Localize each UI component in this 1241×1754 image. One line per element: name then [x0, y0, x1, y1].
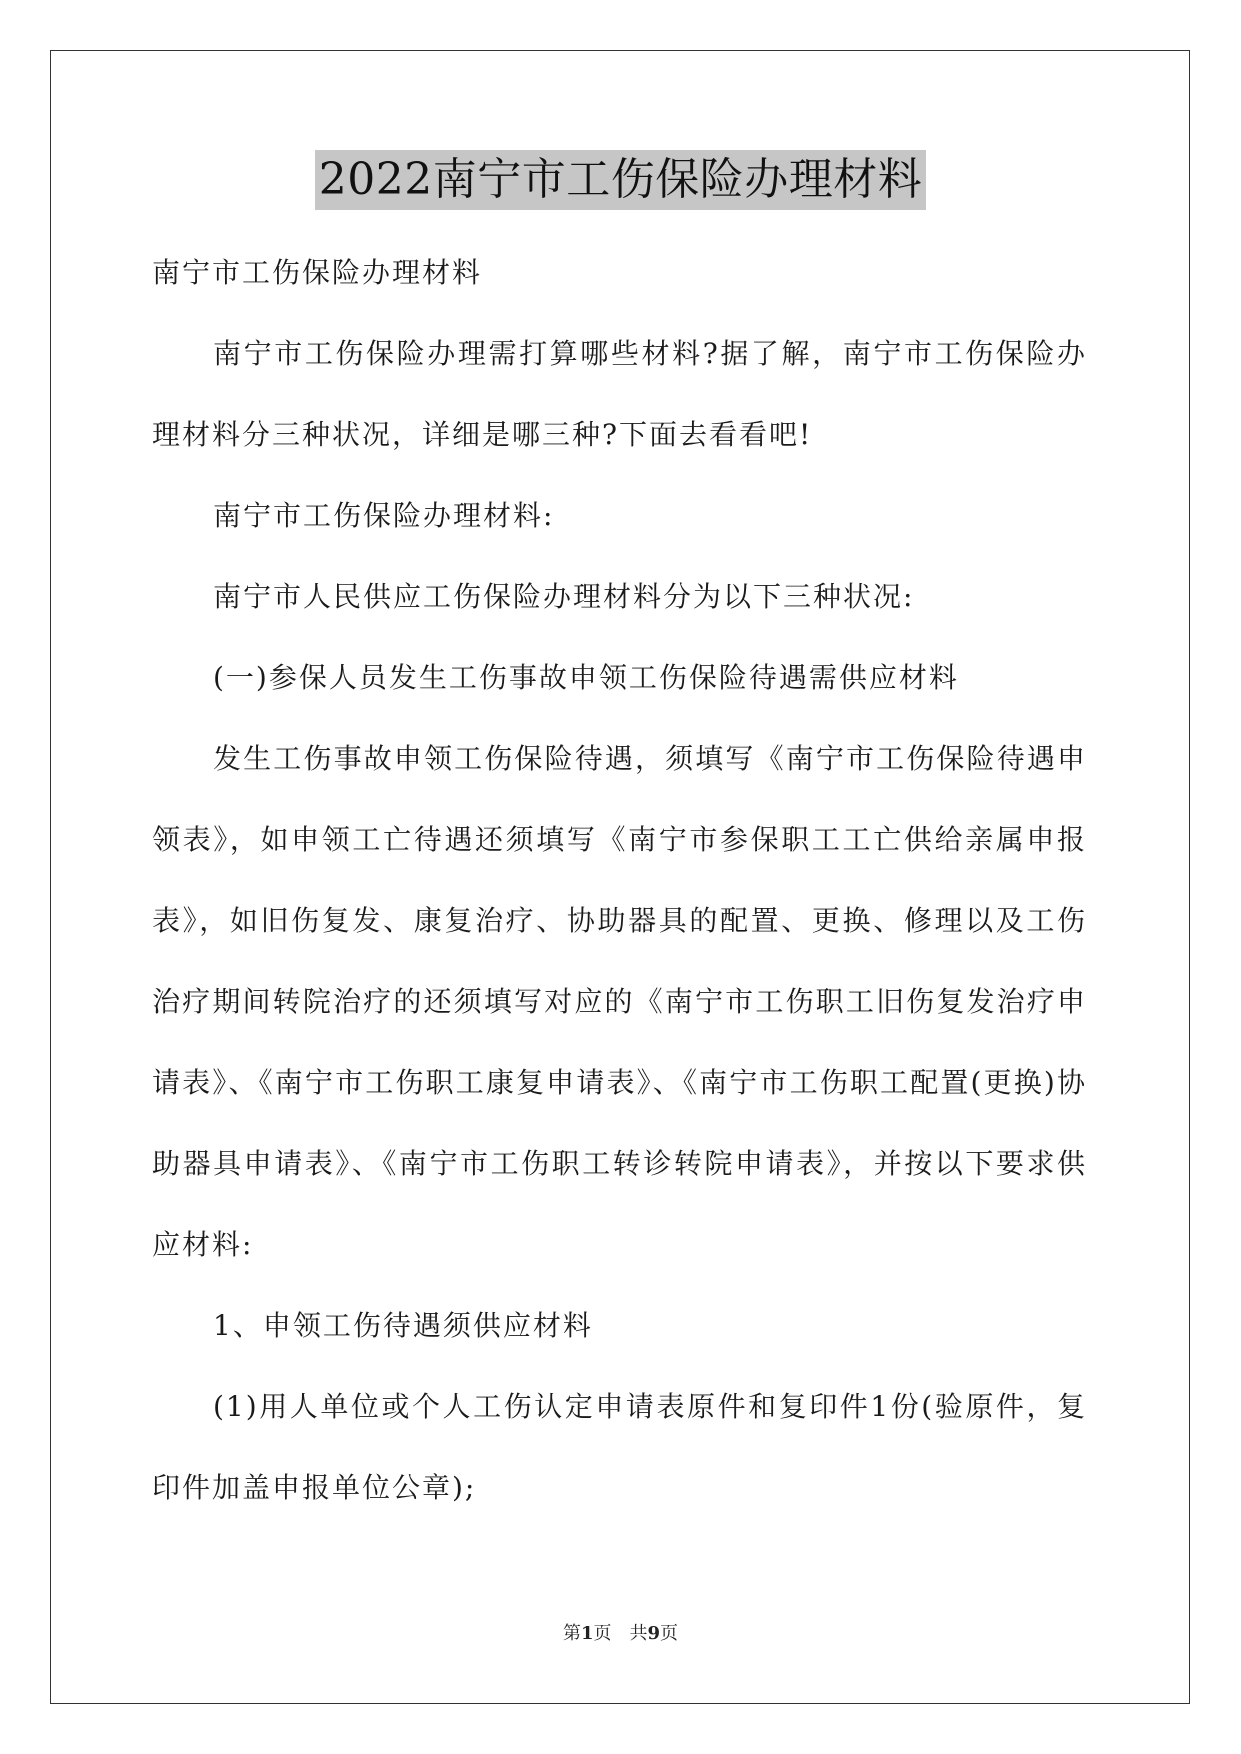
paragraph: (1)用人单位或个人工伤认定申请表原件和复印件1份(验原件，复印件加盖申报单位公章); — [152, 1390, 1087, 1504]
paragraph: 南宁市人民供应工伤保险办理材料分为以下三种状况: — [213, 580, 915, 613]
paragraph: 南宁市工伤保险办理材料: — [213, 499, 555, 532]
paragraph: 南宁市工伤保险办理材料 — [152, 256, 483, 289]
paragraph: 南宁市工伤保险办理需打算哪些材料?据了解，南宁市工伤保险办理材料分三种状况，详细是哪三种?下面去看看吧! — [152, 337, 1087, 451]
paragraph: (一)参保人员发生工伤事故申领工伤保险待遇需供应材料 — [213, 661, 959, 694]
paragraph: 1、申领工伤待遇须供应材料 — [213, 1309, 593, 1342]
total-page-number: 9 — [647, 1623, 661, 1644]
page-suffix: 页 — [593, 1623, 612, 1644]
total-suffix: 页 — [660, 1623, 679, 1644]
paragraph: 发生工伤事故申领工伤保险待遇，须填写《南宁市工伤保险待遇申领表》，如申领工亡待遇还须填写《南宁市参保职工工亡供给亲属申报表》，如旧伤复发、康复治疗、协助器具的配置、更换、修理以及工伤治疗期间转院治疗的还须填写对应的《南宁市工伤职工旧伤复发治疗申请表》、《南宁市工伤职工康复申请表》、《南宁市工伤职工配置(更换)协助器具申请表》、《南宁市工伤职工转诊转院申请表》，并按以下要求供应材料: — [152, 742, 1087, 1261]
total-prefix: 共 — [629, 1623, 648, 1644]
page-footer — [0, 1622, 1241, 1646]
document-title: 2022南宁市工伤保险办理材料 — [315, 150, 926, 210]
current-page-number: 1 — [580, 1623, 594, 1644]
document-body — [152, 232, 1087, 1528]
page-prefix: 第 — [562, 1623, 581, 1644]
title-container — [0, 150, 1241, 210]
